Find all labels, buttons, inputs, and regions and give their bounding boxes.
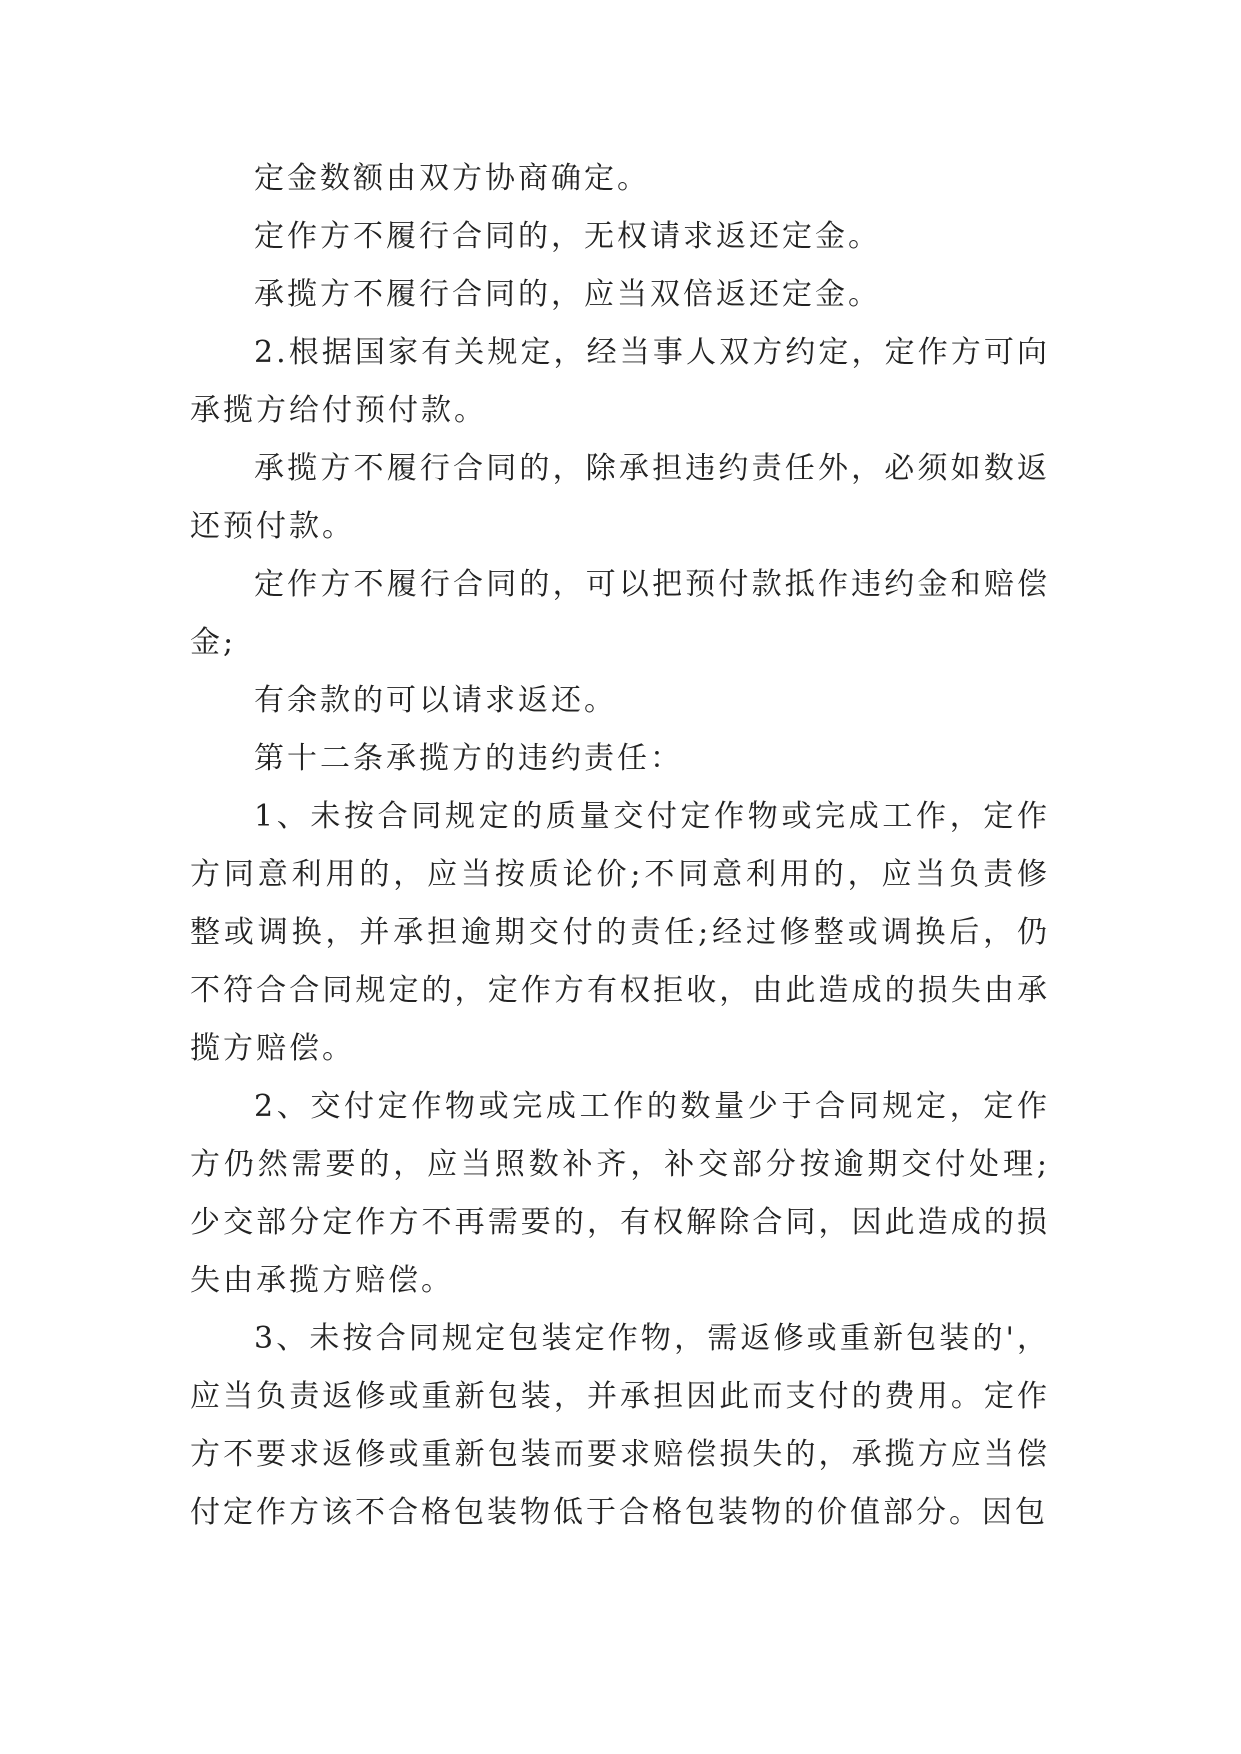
paragraph-orderer-breach-deposit: 定作方不履行合同的，无权请求返还定金。 (254, 219, 881, 254)
article-twelve-heading: 第十二条承揽方的违约责任： (254, 741, 683, 776)
paragraph-deposit-amount: 定金数额由双方协商确定。 (254, 161, 650, 196)
clause-packaging-liability: 3、未按合同规定包装定作物，需返修或重新包装的'，应当负责返修或重新包装，并承担因此而支付的费用。定作方不要求返修或重新包装而要求赔偿损失的，承揽方应当偿付定作方该不合格包装物低于合格包装物的价值部分。因包 (190, 1321, 1050, 1530)
clause-quantity-liability: 2、交付定作物或完成工作的数量少于合同规定，定作方仍然需要的，应当照数补齐，补交部分按逾期交付处理;少交部分定作方不再需要的，有权解除合同，因此造成的损失由承揽方赔偿。 (190, 1089, 1050, 1298)
paragraph-orderer-offset-advance: 定作方不履行合同的，可以把预付款抵作违约金和赔偿金; (190, 567, 1050, 660)
clause-quality-liability: 1、未按合同规定的质量交付定作物或完成工作，定作方同意利用的，应当按质论价;不同意利用的，应当负责修整或调换，并承担逾期交付的责任;经过修整或调换后，仍不符合合同规定的，定作方有权拒收，由此造成的损失由承揽方赔偿。 (190, 799, 1050, 1066)
paragraph-contractor-breach-deposit: 承揽方不履行合同的，应当双倍返还定金。 (254, 277, 881, 312)
paragraph-advance-payment: 2.根据国家有关规定，经当事人双方约定，定作方可向承揽方给付预付款。 (190, 335, 1050, 428)
paragraph-surplus-return: 有余款的可以请求返还。 (254, 683, 617, 718)
paragraph-contractor-refund-advance: 承揽方不履行合同的，除承担违约责任外，必须如数返还预付款。 (190, 451, 1050, 544)
document-body (190, 150, 1050, 1542)
